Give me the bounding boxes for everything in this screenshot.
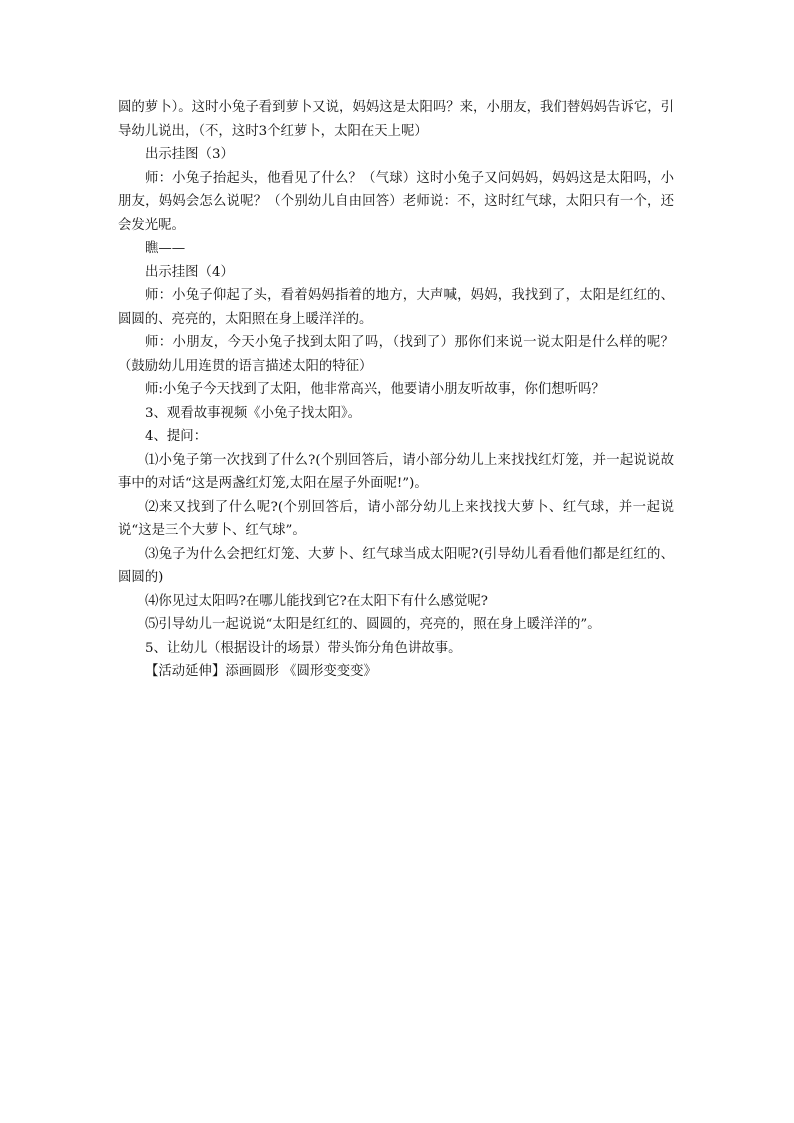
- document-body: [118, 96, 674, 684]
- paragraph-16: 5、让幼儿（根据设计的场景）带头饰分角色讲故事。: [145, 640, 462, 656]
- paragraph-6: 师：小兔子仰起了头，看着妈妈指着的地方，大声喊，妈妈，我找到了，太阳是红红的、圆圆的、亮亮的，太阳照在身上暖洋洋的。: [118, 288, 674, 327]
- paragraph-8: 师:小兔子今天找到了太阳，他非常高兴，他要请小朋友听故事，你们想听吗？: [145, 382, 605, 397]
- paragraph-1: 圆的萝卜）。这时小兔子看到萝卜又说，妈妈这是太阳吗？来，小朋友，我们替妈妈告诉它，引导幼儿说出，（不，这时3个红萝卜，太阳在天上呢）: [118, 100, 674, 139]
- paragraph-4: 瞧——: [145, 241, 186, 256]
- paragraph-11: ⑴小兔子第一次找到了什么?(个别回答后，请小部分幼儿上来找找红灯笼，并一起说说故事中的对话“这是两盏红灯笼,太阳在屋子外面呢!”)。: [118, 452, 674, 491]
- paragraph-10: 4、提问：: [145, 429, 208, 444]
- paragraph-14: ⑷你见过太阳吗?在哪儿能找到它?在太阳下有什么感觉呢?: [145, 593, 488, 609]
- paragraph-2: 出示挂图（3）: [145, 147, 234, 162]
- paragraph-15: ⑸引导幼儿一起说说“太阳是红红的、圆圆的，亮亮的，照在身上暖洋洋的”。: [145, 617, 601, 632]
- paragraph-17-activity-extension: 【活动延伸】添画圆形 《圆形变变变》: [145, 664, 377, 679]
- paragraph-3: 师：小兔子抬起头，他看见了什么？（气球）这时小兔子又问妈妈，妈妈这是太阳吗，小朋友，妈妈会怎么说呢？（个别幼儿自由回答）老师说：不，这时红气球，太阳只有一个，还会发光呢。: [118, 170, 674, 233]
- paragraph-13: ⑶兔子为什么会把红灯笼、大萝卜、红气球当成太阳呢?(引导幼儿看看他们都是红红的、圆圆的): [118, 546, 674, 585]
- paragraph-7: 师：小朋友，今天小兔子找到太阳了吗，（找到了）那你们来说一说太阳是什么样的呢？（鼓励幼儿用连贯的语言描述太阳的特征）: [118, 335, 674, 374]
- paragraph-9: 3、观看故事视频《小兔子找太阳》。: [145, 405, 362, 421]
- paragraph-5: 出示挂图（4）: [145, 264, 234, 280]
- paragraph-12: ⑵来又找到了什么呢?(个别回答后，请小部分幼儿上来找找大萝卜、红气球，并一起说说“这是三个大萝卜、红气球”。: [118, 499, 674, 538]
